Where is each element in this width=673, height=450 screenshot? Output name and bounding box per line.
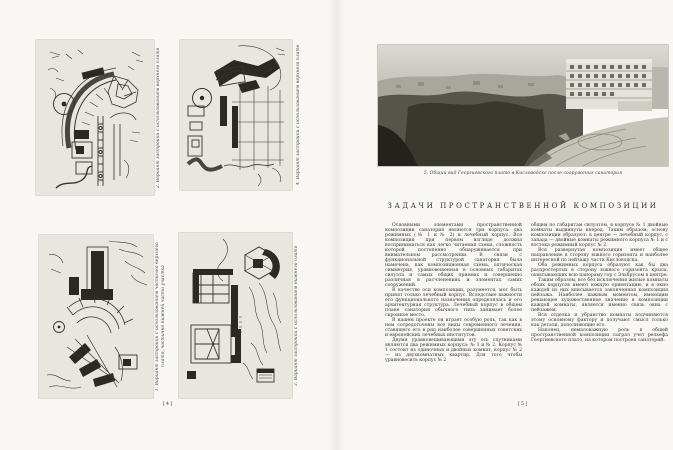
page-number-left: [4] (162, 401, 174, 407)
plan-sketch-4 (180, 40, 292, 190)
figure-photo-5 (378, 45, 668, 176)
figure-caption-variant-2: 2. Вариант застройки с использованием верхнего плато (156, 47, 161, 188)
text-columns (385, 223, 668, 403)
photo-dark-trees (403, 101, 548, 166)
photo-kislovodsk-plateau-view (378, 45, 668, 166)
plan-sketch-panel (36, 40, 154, 195)
paragraph: В нашем проекте он играет особую роль, так как в нем сосредоточены все виды современного лечения, ставящего его в ряд наиболее совершенных советских и европейских лечебных институтов. (385, 318, 522, 338)
paragraph: Вся развернутая композиция имеет общее направление в сторону южного горизонта и наиболее интересной по пейзажу части Кисловодска. (531, 248, 668, 263)
photo-caption: 5. Общий вид Георгиевского плато в Кисловодске после сооружения санатория (423, 171, 623, 176)
plan-sketch-2 (36, 40, 154, 195)
page-number-right: [5] (517, 401, 529, 407)
text-column-right (531, 223, 668, 403)
plan-sketch-3 (179, 233, 292, 398)
paragraph: Оба режимных корпуса образуют как бы два распростертых в сторону южного горизонта крыла, охватывающих всю панораму гор с Эльбрусом в центре. (531, 263, 669, 278)
figure-caption-variant-4: 4. Вариант застройки с использованием верхнего плато (296, 44, 301, 186)
page-left (0, 0, 336, 450)
paragraph: Вся отделка и убранство комнаты подчиняются этому основному фактору и получают смысл только как детали, дополняющие его. (531, 313, 668, 328)
text-column-left (385, 223, 522, 403)
figure-plan-variant-4 (180, 40, 301, 190)
figure-caption-variant-3: 3. Вариант застройки с использованием нижнего плато (294, 245, 299, 386)
plan-sketch-1 (39, 235, 153, 398)
figure-plan-variant-1 (39, 235, 166, 398)
paragraph: Основными элементами пространственной композиции санатория являются три корпуса: два режимных (№ 1 и № 2) и лечебный корпус. Вся композиция при первом взгляде должна восприниматься как легко читаемая схема, сложность которой постепенно обнаруживается при внимательном рассмотрении. В связи с функциональной структурой санатория была намечена, как композиционная схема, оптическая симметрия, уравновешенная в основных габаритах силуэта и самых общих приемах и совершенно различная в расчленениях и элементах самих сооружений. (385, 223, 522, 288)
plan-sketch-panel (39, 235, 153, 398)
paragraph: В качестве оси композиции, разумеется, мог быть принят только лечебный корпус. Вследствие важности его функционального назначения определялась и его архитектурная структура. Лечебный корпус в общем плане санатория обычного типа занимает более скромное место. (385, 288, 522, 318)
figure-caption-variant-1: 1. Вариант застройки с использованием частично верхнего плато, частично нижней части участка (155, 242, 166, 391)
page-right (336, 0, 673, 450)
paragraph: общим по габаритам силуэтом, в корпусе № 1 двойные комнаты выдвинуты вперед. Таким образом, основу композиции образуют: в центре — лечебный корпус, с запада — двойные комнаты режимного корпуса № 1 и с востока режимный корпус № 2. (531, 223, 668, 248)
figure-plan-variant-3 (179, 233, 299, 398)
paragraph: Таким образом, все без исключения жилые комнаты обоих корпусов имеют южную ориентацию, и в окно каждой из них вписывается законченная композиция пейзажа. Наиболее важным моментом, имеющим решающее художественное значение в композиции каждой комнаты, является именно связь окна с пейзажем. (531, 278, 668, 313)
section-heading: ЗАДАЧИ ПРОСТРАНСТВЕННОЙ КОМПОЗИЦИИ (387, 202, 659, 210)
plan-sketch-panel (179, 233, 292, 398)
figure-plan-variant-2 (36, 40, 161, 195)
paragraph: Двумя уравновешивающими эту ось спутниками являются два режимных корпуса: № 1 и № 2. Корпус № 1 состоит из одиночных и двойных комнат, корпус № 2 — из двухкомнатных квартир. Для того чтобы уравновесить корпус № 2 (385, 338, 522, 363)
paragraph: Наконец, немаловажную роль в общей пространственной композиции сыграл учет рельефа Георгиевского плато, на котором построен санаторий. (531, 328, 668, 343)
photo-frame (378, 45, 668, 166)
plan-sketch-panel (180, 40, 292, 190)
